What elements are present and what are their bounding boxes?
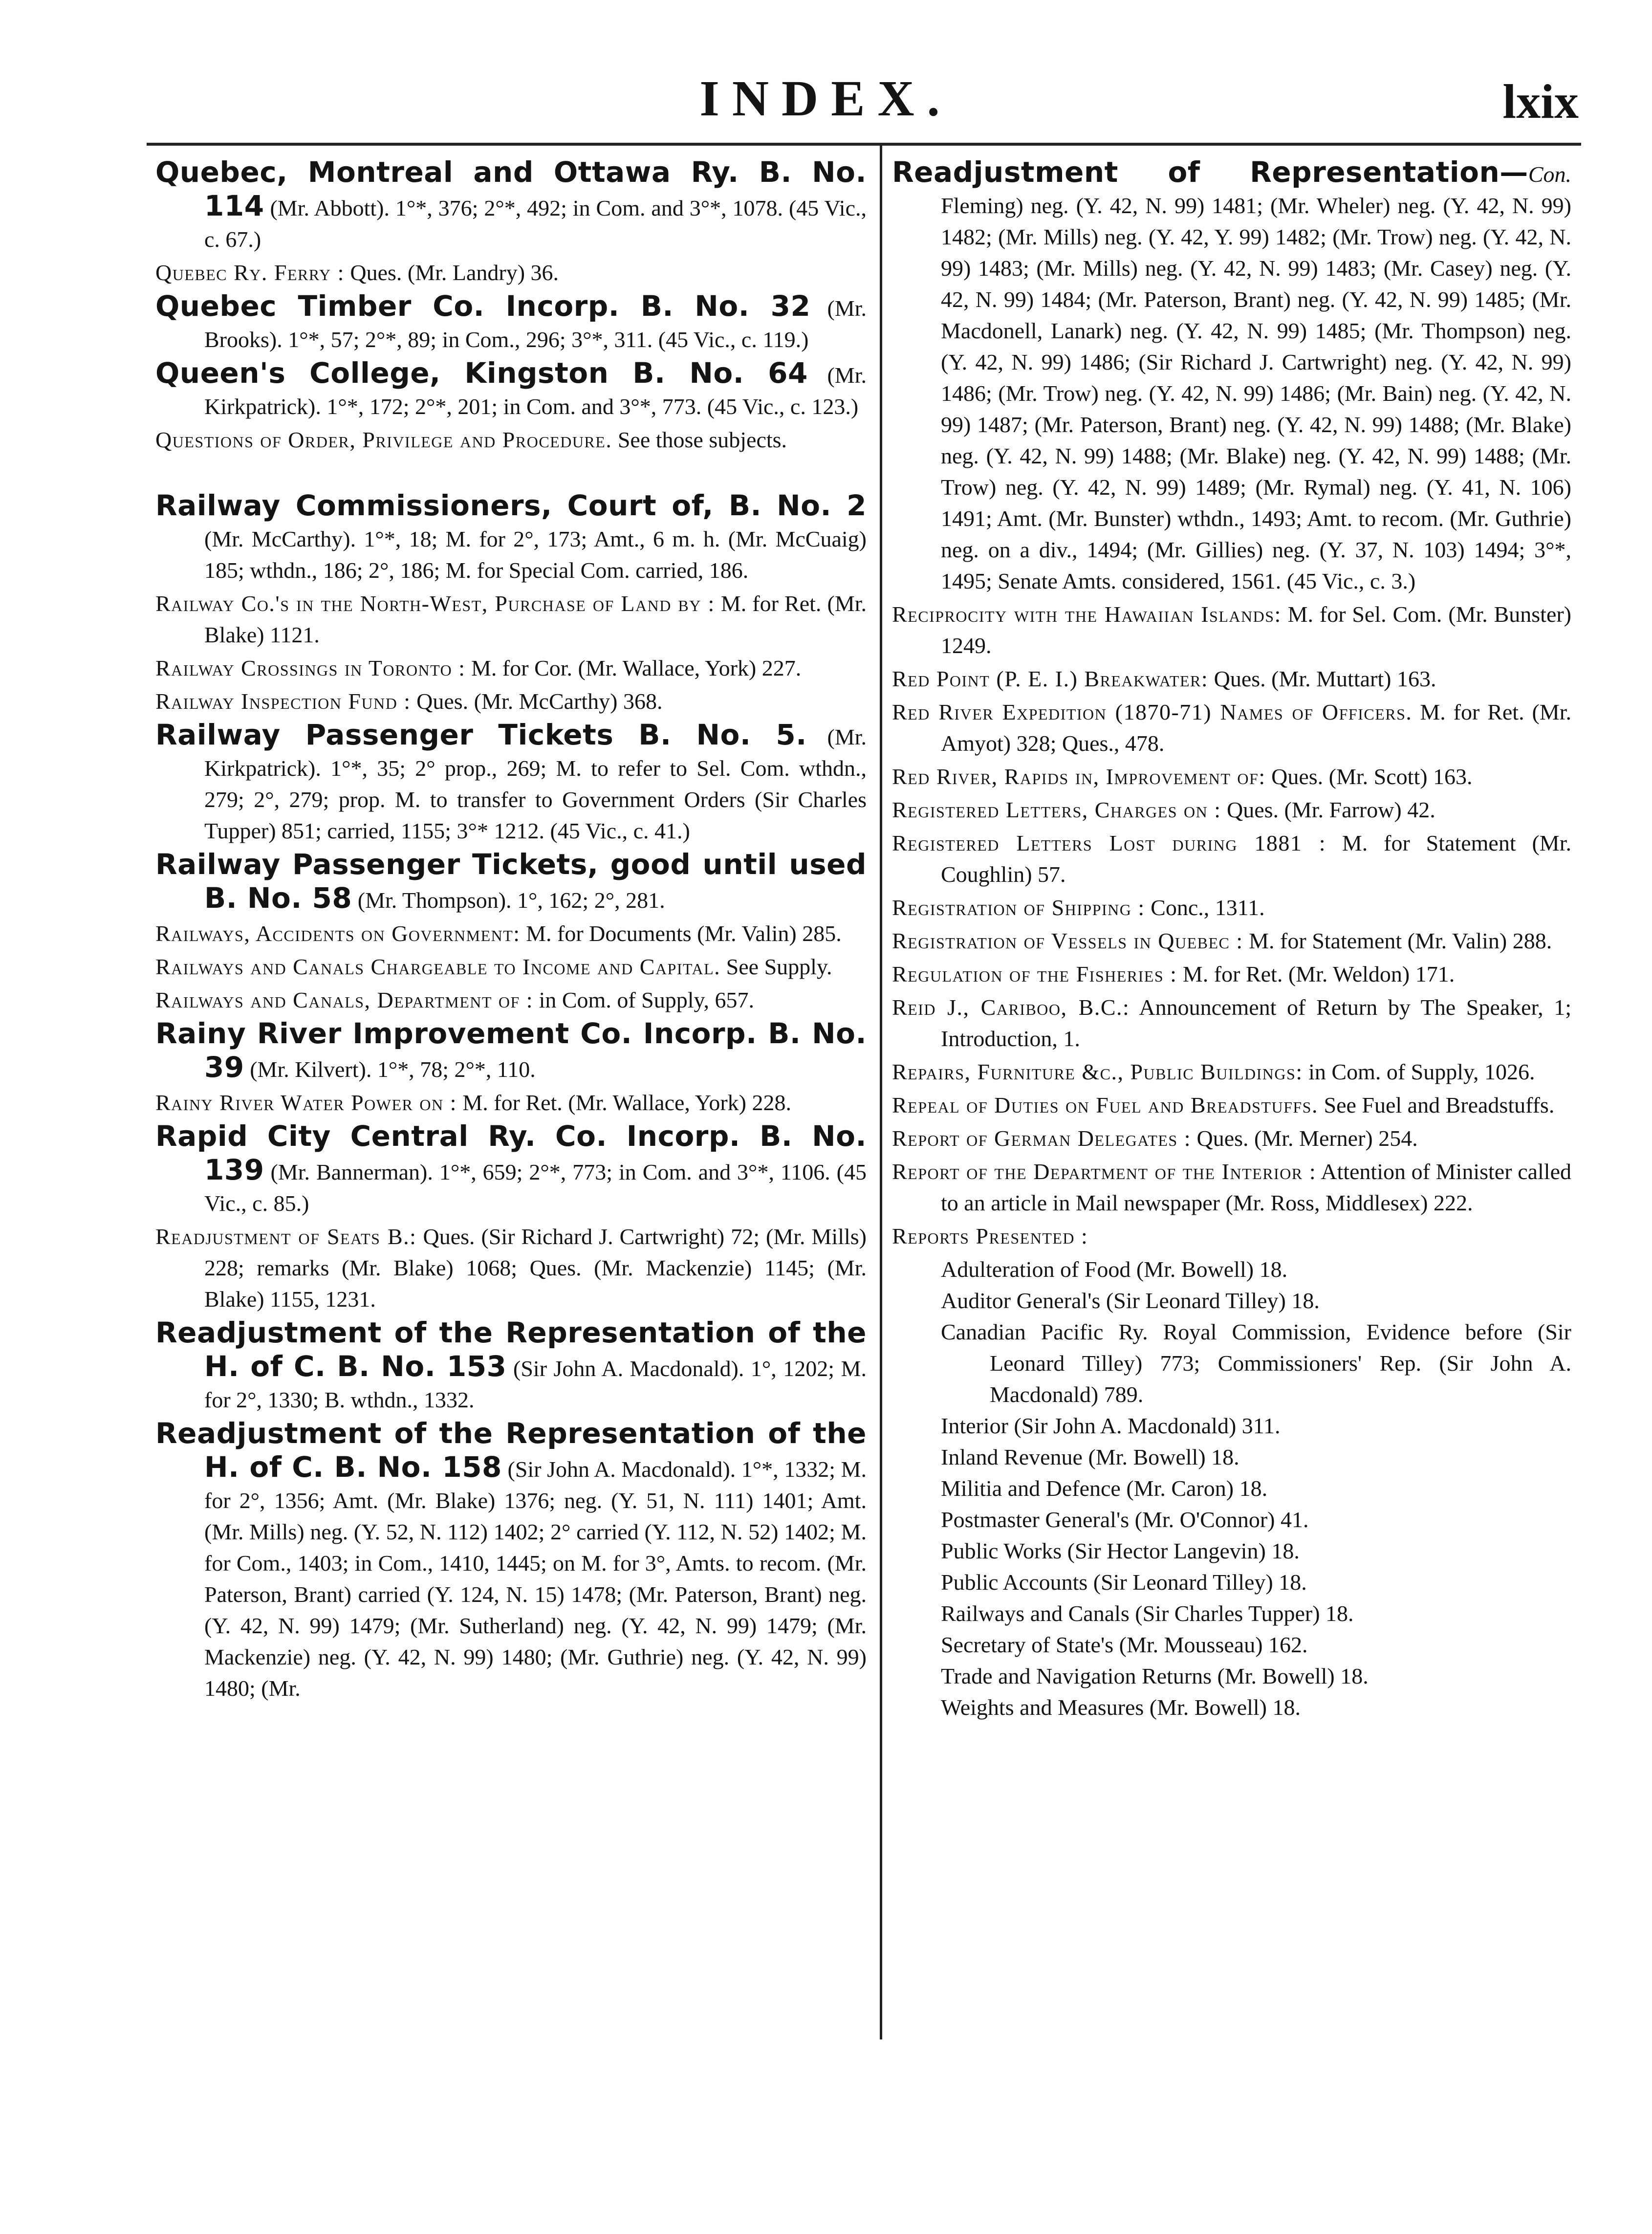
- index-entry: [155, 918, 867, 949]
- entry-body: (Sir John A. Macdonald). 1°, 1202; M. for 2°, 1330; B. wthdn., 1332.: [204, 1356, 867, 1412]
- entry-heading: Railways and Canals, Department of :: [155, 987, 534, 1012]
- entry-heading: Registration of Shipping :: [892, 895, 1145, 920]
- report-item: Canadian Pacific Ry. Royal Commission, Evidence before (Sir Leonard Tilley) 773; Commissioners' Rep. (Sir John A. Macdonald) 789.: [941, 1319, 1571, 1407]
- entry-heading: Registered Letters Lost during 1881 :: [892, 831, 1326, 855]
- index-entry: [892, 663, 1571, 695]
- entry-body: Fleming) neg. (Y. 42, N. 99) 1481; (Mr. Wheler) neg. (Y. 42, N. 99) 1482; (Mr. Mills) neg. (Y. 42, Y. 99) 1482; (Mr. Trow) neg. (Y. 42, N. 99) 1483; (Mr. Mills) neg. (Y. 42, N. 99) 1483; (Mr. Casey) neg. (Y. 42, N. 99) 1484; (Mr. Paterson, Brant) neg. (Y. 42, N. 99) 1485; (Mr. Macdonell, Lanark) neg. (Y. 42, N. 99) 1485; (Mr. Thompson) neg. (Y. 42, N. 99) 1486; (Sir Richard J. Cartwright) neg. (Y. 42, N. 99) 1486; (Mr. Trow) neg. (Y. 42, N. 99) 1486; (Mr. Bain) neg. (Y. 42, N. 99) 1487; (Mr. Paterson, Brant) neg. (Y. 42, N. 99) 1488; (Mr. Blake) neg. (Y. 42, N. 99) 1488; (Mr. Blake) neg. (Y. 42, N. 99) 1488; (Mr. Trow) neg. (Y. 42, N. 99) 1489; (Mr. Rymal) neg. (Y. 41, N. 106) 1491; Amt. (Mr. Bunster) wthdn., 1493; Amt. to recom. (Mr. Guthrie) neg. on a div., 1494; (Mr. Gillies) neg. (Y. 37, N. 103) 1494; 3°*, 1495; Senate Amts. considered, 1561. (45 Vic., c. 3.): [941, 193, 1571, 593]
- entry-heading: Readjustment of Representation—: [892, 155, 1528, 189]
- report-item: Trade and Navigation Returns (Mr. Bowell) 18.: [941, 1664, 1369, 1688]
- index-entry: [155, 653, 867, 684]
- index-entry: [155, 951, 867, 983]
- entry-heading: Readjustment of the Representation of the H. of C. B. No. 158: [155, 1417, 867, 1484]
- entry-body: M. for Ret. (Mr. Wallace, York) 228.: [456, 1090, 791, 1115]
- index-entry: [155, 1221, 867, 1315]
- entry-heading: Repairs, Furniture &c., Public Buildings:: [892, 1059, 1303, 1084]
- entry-heading: Repeal of Duties on Fuel and Breadstuffs.: [892, 1093, 1318, 1117]
- index-entry: [155, 719, 867, 847]
- entry-heading: Reciprocity with the Hawaiian Islands:: [892, 602, 1282, 627]
- report-item: Militia and Defence (Mr. Caron) 18.: [941, 1476, 1268, 1501]
- index-entry: [892, 828, 1571, 890]
- report-item: Public Works (Sir Hector Langevin) 18.: [941, 1538, 1300, 1563]
- entry-body: Ques. (Mr. Farrow) 42.: [1221, 797, 1435, 822]
- entry-heading: Report of German Delegates :: [892, 1126, 1191, 1151]
- index-entry: [892, 794, 1571, 826]
- report-item: Postmaster General's (Mr. O'Connor) 41.: [941, 1507, 1309, 1532]
- entry-body: Ques. (Sir Richard J. Cartwright) 72; (Mr. Mills) 228; remarks (Mr. Blake) 1068; Ques. (Mr. Mackenzie) 1145; (Mr. Blake) 1155, 1231.: [204, 1224, 867, 1312]
- report-item: Secretary of State's (Mr. Mousseau) 162.: [941, 1632, 1308, 1657]
- entry-heading: Railway Commissioners, Court of, B. No. 2: [155, 489, 867, 522]
- index-entry: [892, 992, 1571, 1054]
- index-entry: [892, 599, 1571, 661]
- entry-body: M. for Statement (Mr. Valin) 288.: [1243, 928, 1552, 953]
- index-entry: [155, 1087, 867, 1118]
- entry-heading: Quebec Ry. Ferry :: [155, 260, 345, 285]
- entry-body: (Mr. Brooks). 1°*, 57; 2°*, 89; in Com., 296; 3°*, 311. (45 Vic., c. 119.): [204, 296, 867, 352]
- entry-heading: Readjustment of Seats B.:: [155, 1224, 417, 1249]
- entry-heading: Railway Co.'s in the North-West, Purchase of Land by :: [155, 591, 715, 616]
- entry-body: M. for Documents (Mr. Valin) 285.: [520, 921, 842, 946]
- index-entry: [155, 290, 867, 355]
- index-entry: [155, 424, 867, 456]
- index-entry: [155, 1120, 867, 1219]
- index-entry: [155, 490, 867, 586]
- entry-heading: Railway Passenger Tickets B. No. 5.: [155, 718, 807, 751]
- index-entry: [892, 761, 1571, 792]
- report-item: Public Accounts (Sir Leonard Tilley) 18.: [941, 1570, 1307, 1595]
- entry-heading: Red River Expedition (1870-71) Names of Officers.: [892, 700, 1413, 724]
- entry-body: (Mr. Kilvert). 1°*, 78; 2°*, 110.: [244, 1057, 536, 1082]
- report-item: Inland Revenue (Mr. Bowell) 18.: [941, 1445, 1239, 1469]
- entry-body: Ques. (Mr. Merner) 254.: [1191, 1126, 1418, 1151]
- entry-body: (Mr. Bannerman). 1°*, 659; 2°*, 773; in Com. and 3°*, 1106. (45 Vic., c. 85.): [204, 1160, 867, 1216]
- index-entry: [155, 849, 867, 916]
- index-entry: [892, 1221, 1571, 1252]
- entry-body: M. for Sel. Com. (Mr. Bunster) 1249.: [941, 602, 1571, 658]
- entry-heading: Railway Crossings in Toronto :: [155, 656, 466, 680]
- left-column: [155, 156, 867, 1706]
- entry-body: M. for Ret. (Mr. Weldon) 171.: [1177, 962, 1455, 986]
- entry-body: Attention of Minister called to an article in Mail newspaper (Mr. Ross, Middlesex) 222.: [941, 1159, 1572, 1215]
- entry-heading: Registered Letters, Charges on :: [892, 797, 1221, 822]
- entry-heading: Quebec, Montreal and Ottawa Ry. B. No. 114: [155, 155, 867, 222]
- entry-heading: Rainy River Water Power on :: [155, 1090, 457, 1115]
- page-title: INDEX.: [699, 70, 953, 127]
- entry-heading: Quebec Timber Co. Incorp. B. No. 32: [155, 289, 811, 323]
- entry-heading: Reports Presented :: [892, 1224, 1088, 1248]
- index-entry: [155, 1418, 867, 1704]
- entry-heading: Red Point (P. E. I.) Breakwater:: [892, 666, 1209, 691]
- header-rule: [147, 143, 1581, 146]
- entry-body: Ques. (Mr. Muttart) 163.: [1208, 666, 1436, 691]
- entry-heading: Railways and Canals Chargeable to Income and Capital.: [155, 954, 721, 979]
- entry-body: in Com. of Supply, 1026.: [1303, 1059, 1535, 1084]
- index-entry: [155, 686, 867, 717]
- entry-body: M. for Cor. (Mr. Wallace, York) 227.: [465, 656, 802, 680]
- entry-body: (Mr. Thompson). 1°, 162; 2°, 281.: [352, 888, 665, 913]
- entry-heading: Railway Inspection Fund :: [155, 689, 411, 714]
- index-entry: [892, 959, 1571, 990]
- entry-heading: Report of the Department of the Interior :: [892, 1159, 1317, 1184]
- right-column: [892, 156, 1571, 1723]
- index-entry: [892, 1056, 1571, 1088]
- entry-heading: Queen's College, Kingston B. No. 64: [155, 356, 808, 390]
- report-item: Weights and Measures (Mr. Bowell) 18.: [941, 1695, 1301, 1720]
- entry-heading: Readjustment of the Representation of the H. of C. B. No. 153: [155, 1316, 867, 1383]
- entry-heading: Registration of Vessels in Quebec :: [892, 928, 1243, 953]
- entry-heading: Red River, Rapids in, Improvement of:: [892, 764, 1266, 789]
- index-entry: [155, 588, 867, 651]
- entry-heading: Rainy River Improvement Co. Incorp. B. No. 39: [155, 1017, 867, 1084]
- entry-body: (Sir John A. Macdonald). 1°*, 1332; M. for 2°, 1356; Amt. (Mr. Blake) 1376; neg. (Y. 51, N. 111) 1401; Amt. (Mr. Mills) neg. (Y. 52, N. 112) 1402; 2° carried (Y. 112, N. 52) 1402; M. for Com., 1403; in Com., 1410, 1445; on M. for 3°, Amts. to recom. (Mr. Paterson, Brant) carried (Y. 124, N. 15) 1478; (Mr. Paterson, Brant) neg. (Y. 42, N. 99) 1479; (Mr. Sutherland) neg. (Y. 42, N. 99) 1479; (Mr. Mackenzie) neg. (Y. 42, N. 99) 1480; (Mr. Guthrie) neg. (Y. 42, N. 99) 1480; (Mr.: [204, 1457, 867, 1701]
- entry-body: Conc., 1311.: [1145, 895, 1265, 920]
- index-entry: [155, 156, 867, 255]
- entry-body: See Fuel and Breadstuffs.: [1318, 1093, 1555, 1117]
- index-entry: [155, 1317, 867, 1416]
- report-item: Adulteration of Food (Mr. Bowell) 18.: [941, 1257, 1288, 1282]
- entry-body: Ques. (Mr. McCarthy) 368.: [411, 689, 663, 714]
- index-entry: [892, 892, 1571, 923]
- entry-body: Ques. (Mr. Landry) 36.: [344, 260, 559, 285]
- index-entry: [892, 1156, 1571, 1219]
- report-item: Auditor General's (Sir Leonard Tilley) 18.: [941, 1288, 1320, 1313]
- entry-body: (Mr. Kirkpatrick). 1°*, 35; 2° prop., 269; M. to refer to Sel. Com. wthdn., 279; 2°, 279; prop. M. to transfer to Government Orders (Sir Charles Tupper) 851; carried, 1155; 3°* 1212. (45 Vic., c. 41.): [204, 724, 867, 843]
- report-item: Railways and Canals (Sir Charles Tupper) 18.: [941, 1601, 1354, 1626]
- index-entry: [155, 357, 867, 422]
- entry-body: (Mr. Kirkpatrick). 1°*, 172; 2°*, 201; in Com. and 3°*, 773. (45 Vic., c. 123.): [204, 363, 867, 419]
- entry-body: M. for Ret. (Mr. Blake) 1121.: [204, 591, 867, 647]
- index-entry: [155, 1018, 867, 1085]
- index-entry: [892, 697, 1571, 759]
- entry-body: in Com. of Supply, 657.: [533, 987, 755, 1012]
- index-entry: [892, 156, 1571, 597]
- entry-heading: Reid J., Cariboo, B.C.:: [892, 995, 1130, 1020]
- index-entry: [892, 1123, 1571, 1154]
- entry-heading: Regulation of the Fisheries :: [892, 962, 1177, 986]
- entry-body: Announcement of Return by The Speaker, 1; Introduction, 1.: [941, 995, 1571, 1051]
- entry-heading: Railway Passenger Tickets, good until used B. No. 58: [155, 848, 867, 915]
- entry-body: Ques. (Mr. Scott) 163.: [1265, 764, 1473, 789]
- page-number: lxix: [1502, 74, 1579, 129]
- entry-body: See those subjects.: [612, 427, 787, 452]
- entry-body: M. for Statement (Mr. Coughlin) 57.: [941, 831, 1571, 887]
- column-divider: [880, 143, 882, 2039]
- entry-body: See Supply.: [720, 954, 832, 979]
- index-entry: [892, 1090, 1571, 1121]
- entry-continued-marker: Con.: [1528, 162, 1571, 187]
- index-entry: [155, 257, 867, 288]
- entry-body: (Mr. McCarthy). 1°*, 18; M. for 2°, 173; Amt., 6 m. h. (Mr. McCuaig) 185; wthdn., 186; 2°, 186; M. for Special Com. carried, 186.: [204, 526, 867, 583]
- index-entry: [892, 925, 1571, 957]
- entry-heading: Questions of Order, Privilege and Procedure.: [155, 427, 612, 452]
- entry-body: (Mr. Abbott). 1°*, 376; 2°*, 492; in Com. and 3°*, 1078. (45 Vic., c. 67.): [204, 196, 867, 252]
- index-entry: [155, 985, 867, 1016]
- report-item: Interior (Sir John A. Macdonald) 311.: [941, 1413, 1281, 1438]
- entry-body: M. for Ret. (Mr. Amyot) 328; Ques., 478.: [941, 700, 1572, 756]
- entry-heading: Railways, Accidents on Government:: [155, 921, 521, 946]
- entry-heading: Rapid City Central Ry. Co. Incorp. B. No. 139: [155, 1119, 867, 1186]
